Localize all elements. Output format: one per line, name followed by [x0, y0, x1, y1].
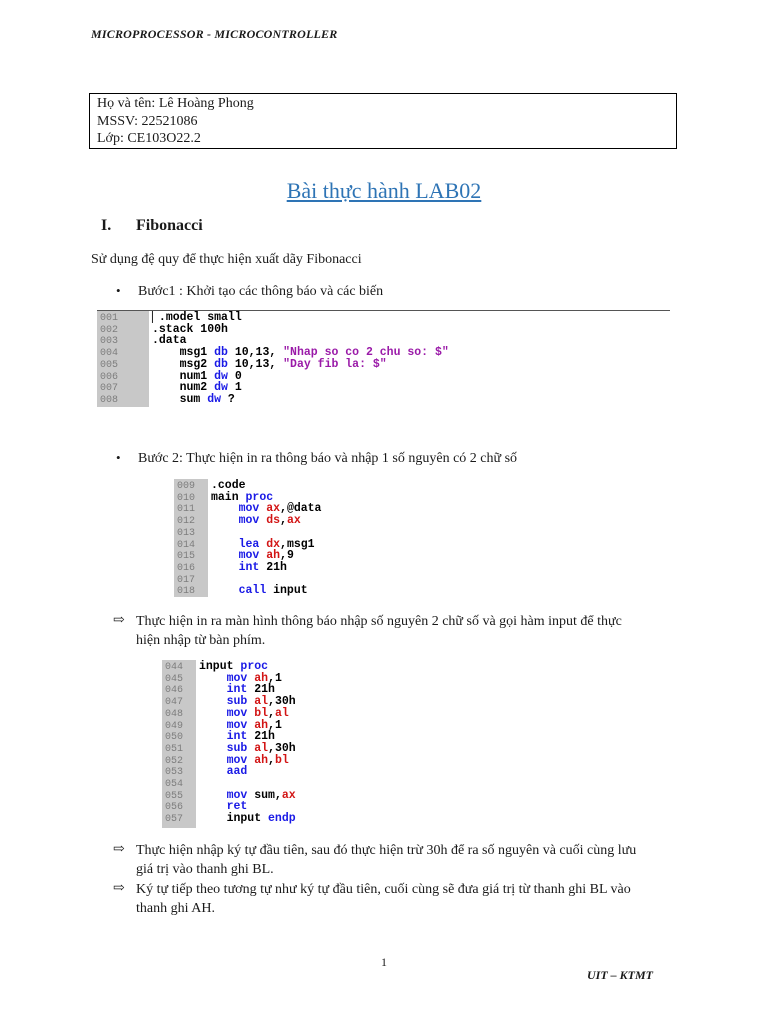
code-token: mov	[226, 718, 248, 732]
code-token: input	[199, 812, 269, 826]
code-token: ah	[266, 549, 281, 563]
code-token	[211, 514, 239, 527]
code-block-data-section	[97, 310, 670, 407]
code-token: num1	[152, 369, 215, 383]
code-token: int	[226, 683, 248, 697]
code-token: endp	[268, 812, 296, 826]
code-token: aad	[226, 765, 248, 779]
code-token: int	[226, 730, 248, 744]
line-number: 056	[165, 802, 184, 814]
code-token: ,30h	[268, 695, 296, 709]
code-line	[174, 515, 301, 527]
code-line	[162, 778, 199, 790]
code-token: sum,	[247, 788, 282, 802]
code-token: bl	[254, 706, 269, 720]
code-token: sub	[226, 695, 248, 709]
note2-line2: giá trị vào thanh ghi BL.	[136, 862, 274, 877]
code-token: msg2	[152, 357, 215, 371]
section-title: Fibonacci	[136, 217, 203, 234]
code-token: ,	[268, 706, 275, 720]
page-number: 1	[381, 955, 387, 969]
arrow-right-icon: ⇨	[113, 842, 125, 857]
intro-paragraph: Sử dụng đệ quy để thực hiện xuất dãy Fibonacci	[91, 252, 362, 267]
line-number: 001	[100, 313, 119, 324]
line-number: 053	[165, 767, 184, 779]
footer-text: UIT – KTMT	[587, 968, 653, 982]
header-title: MICROPROCESSOR - MICROCONTROLLER	[91, 27, 338, 41]
code-token: "Day fib la: $"	[283, 357, 387, 371]
student-id: MSSV: 22521086	[97, 113, 198, 129]
line-number: 006	[100, 371, 119, 383]
line-number: 054	[165, 779, 184, 790]
code-token: bl	[274, 753, 289, 767]
step1-text: Bước1 : Khởi tạo các thông báo và các biến	[138, 284, 384, 299]
code-token: ax	[281, 788, 296, 802]
note3-line1: Ký tự tiếp theo tương tự như ký tự đầu tiên, cuối cùng sẽ đưa giá trị từ thanh ghi BL vào	[136, 882, 631, 897]
line-number: 011	[177, 504, 196, 516]
code-line	[174, 585, 308, 597]
code-token: int	[238, 560, 260, 574]
line-number: 004	[100, 348, 119, 360]
code-token: .data	[152, 334, 187, 348]
code-token: ret	[226, 800, 248, 814]
code-token: ?	[221, 392, 235, 406]
code-token: al	[254, 741, 269, 755]
code-token	[211, 584, 239, 597]
code-line	[162, 766, 247, 778]
bullet-icon: •	[116, 450, 121, 465]
student-name: Họ và tên: Lê Hoàng Phong	[97, 96, 254, 111]
code-line	[162, 813, 296, 825]
line-number: 018	[177, 586, 196, 597]
code-token: sub	[226, 741, 248, 755]
code-token: al	[274, 706, 289, 720]
code-token: ,@data	[280, 502, 322, 516]
line-number: 055	[165, 790, 184, 802]
code-token	[199, 765, 227, 778]
code-token: dx	[266, 537, 281, 551]
code-block-main-proc	[174, 479, 374, 597]
code-token: num2	[152, 381, 215, 395]
code-token: mov	[226, 671, 248, 685]
section-number: I.	[101, 217, 112, 234]
line-number: 050	[165, 732, 184, 744]
code-token: 10,13,	[227, 357, 284, 371]
code-line	[174, 527, 211, 539]
code-token: ,	[280, 514, 287, 528]
student-info-box	[89, 93, 677, 149]
code-token: db	[214, 357, 228, 371]
code-token: 21h	[247, 730, 275, 744]
line-number: 045	[165, 673, 184, 685]
code-token: .code	[211, 479, 246, 492]
arrow-right-icon: ⇨	[113, 881, 125, 896]
line-number: 003	[100, 336, 119, 348]
line-number: 012	[177, 516, 196, 528]
code-token: ▏.model small	[152, 311, 242, 324]
code-token: lea	[238, 537, 260, 551]
code-token: ah	[254, 753, 269, 767]
note3-line2: thanh ghi AH.	[136, 901, 215, 916]
bullet-icon: •	[116, 283, 121, 298]
code-token: dw	[207, 392, 222, 406]
code-token: input	[199, 660, 241, 673]
code-token: 1	[227, 381, 242, 395]
code-token: dw	[214, 381, 228, 395]
code-token: mov	[238, 502, 260, 516]
line-number: 052	[165, 755, 184, 767]
line-number: 010	[177, 492, 196, 504]
code-token: mov	[226, 788, 248, 802]
code-token: "Nhap so co 2 chu so: $"	[283, 346, 449, 360]
arrow-right-icon: ⇨	[113, 613, 125, 628]
line-number: 013	[177, 527, 196, 539]
line-number: 005	[100, 359, 119, 371]
code-token: mov	[238, 549, 260, 563]
code-token: ah	[254, 671, 269, 685]
student-class: Lớp: CE103O22.2	[97, 131, 201, 146]
line-number: 014	[177, 539, 196, 551]
code-token: ,9	[280, 549, 294, 563]
code-token: call	[238, 584, 267, 597]
code-token: db	[214, 346, 228, 360]
code-token	[211, 561, 239, 574]
line-number: 016	[177, 562, 196, 574]
code-token: proc	[245, 490, 274, 504]
code-token: ,1	[268, 671, 282, 685]
code-token: mov	[238, 514, 260, 528]
line-number: 048	[165, 708, 184, 720]
code-line	[97, 359, 387, 371]
code-line	[174, 574, 211, 586]
code-token: proc	[240, 660, 269, 673]
line-number: 044	[165, 662, 184, 673]
code-token: ,1	[268, 718, 282, 732]
note1-line1: Thực hiện in ra màn hình thông báo nhập số nguyên 2 chữ số và gọi hàm input để thực	[136, 614, 622, 629]
code-token: mov	[226, 706, 248, 720]
note1-line2: hiện nhập từ bàn phím.	[136, 633, 266, 648]
code-token: ,	[268, 753, 275, 767]
code-token: 0	[227, 369, 242, 383]
code-token: ,30h	[268, 741, 296, 755]
code-token: msg1	[152, 346, 215, 360]
code-token: ax	[266, 502, 281, 516]
line-number: 047	[165, 697, 184, 709]
code-token: al	[254, 695, 269, 709]
code-token: input	[266, 584, 308, 597]
line-number: 051	[165, 743, 184, 755]
code-token: ,msg1	[280, 537, 315, 551]
code-token: ax	[286, 514, 301, 528]
line-number: 007	[100, 383, 119, 395]
code-token: 21h	[259, 560, 287, 574]
code-token: dw	[214, 369, 228, 383]
line-number: 008	[100, 394, 119, 406]
line-number: 009	[177, 481, 196, 492]
code-line	[174, 562, 287, 574]
line-number: 057	[165, 814, 184, 826]
code-token: ah	[254, 718, 269, 732]
step2-text: Bước 2: Thực hiện in ra thông báo và nhập 1 số nguyên có 2 chữ số	[138, 451, 518, 466]
page-title: Bài thực hành LAB02	[286, 178, 482, 203]
code-token: sum	[152, 392, 208, 406]
line-number: 049	[165, 720, 184, 732]
code-token: .stack 100h	[152, 322, 228, 336]
code-token: mov	[226, 753, 248, 767]
code-block-input-proc	[162, 660, 362, 828]
line-number: 015	[177, 551, 196, 563]
code-token: ds	[266, 514, 281, 528]
code-token: 21h	[247, 683, 275, 697]
code-line	[97, 394, 235, 406]
note2-line1: Thực hiện nhập ký tự đầu tiên, sau đó thực hiện trừ 30h để ra số nguyên và cuối cùng lưu	[136, 843, 637, 858]
line-number: 002	[100, 324, 119, 336]
code-token: main	[211, 490, 246, 504]
code-token: 10,13,	[227, 346, 284, 360]
line-number: 046	[165, 685, 184, 697]
line-number: 017	[177, 574, 196, 586]
